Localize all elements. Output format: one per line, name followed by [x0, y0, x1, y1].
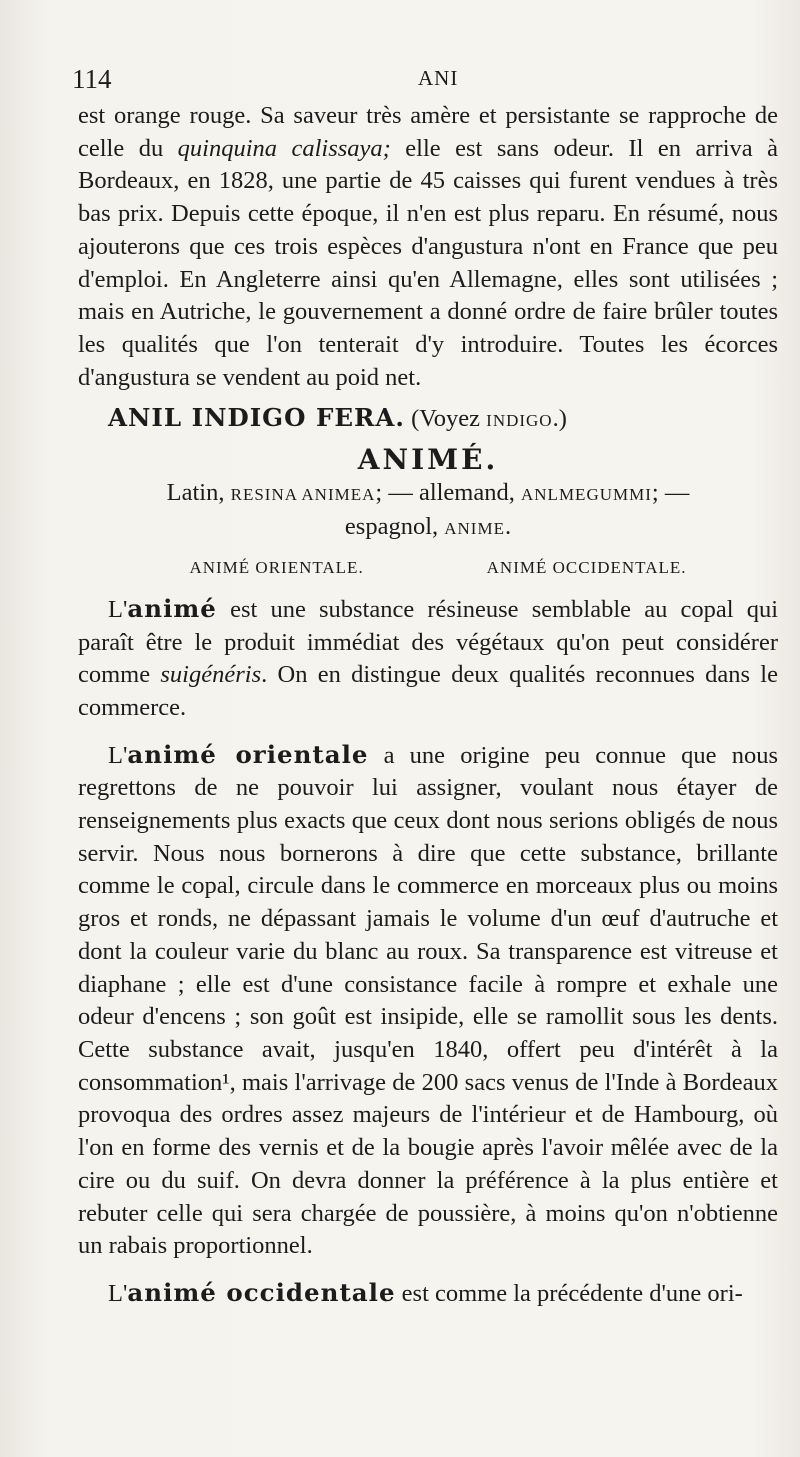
- subtype-oriental: ANIMÉ ORIENTALE.: [189, 558, 364, 578]
- continuation-paragraph: est orange rouge. Sa saveur très amère et persistante se rapproche de celle du quinquina calissaya; elle est sans odeur. Il en arriva à Bordeaux, en 1828, une partie de 45 caisses qui furent vendues à très bas prix. Depuis cette époque, il n'en est plus reparu. En résumé, nous ajouterons que ces trois espèces d'angustura n'ont en France que peu d'emploi. En Angleterre ainsi qu'en Allemagne, elles sont utilisées ; mais en Autriche, le gouvernement a donné ordre de faire brûler toutes les qualités que l'on tenterait d'y introduire. Toutes les écorces d'angustura se vendent au poid net.: [78, 102, 778, 391]
- anil-heading: ANIL INDIGO FERA.: [108, 403, 405, 433]
- cross-reference: INDIGO: [486, 411, 553, 431]
- spanish-name: ANIME: [444, 519, 505, 539]
- entry-title: ANIMÉ.: [357, 443, 499, 477]
- body-text: [78, 100, 778, 1311]
- subtype-occidental: ANIMÉ OCCIDENTALE.: [486, 558, 687, 578]
- italic-term: quinquina calissaya;: [177, 134, 391, 162]
- occidental-paragraph: L'animé occidentale est comme la précédente d'une ori-: [108, 1277, 743, 1307]
- synonyms-line: Latin, RESINA ANIMEA; — allemand, ANLMEGUMMI; —: [166, 478, 690, 506]
- anil-entry: ANIL INDIGO FERA. (Voyez INDIGO.): [108, 403, 567, 433]
- page-number: 114: [72, 64, 112, 94]
- term-oriental: animé orientale: [127, 739, 369, 769]
- synonyms-line-2: espagnol, ANIME.: [344, 513, 512, 541]
- latin-name: RESINA ANIMEA: [230, 484, 376, 504]
- term-anime: animé: [127, 593, 217, 623]
- subtypes-row: [128, 552, 748, 585]
- running-head: ANI: [418, 66, 459, 90]
- italic-suigeneris: suigénéris: [160, 661, 262, 689]
- oriental-paragraph: L'animé orientale a une origine peu connue que nous regrettons de ne pouvoir lui assigner, voulant nous étayer de renseignements plus exacts que ceux dont nous serions obligés de nous servir. Nous nous bornerons à dire que cette substance, brillante comme le copal, circule dans le commerce en morceaux plus ou moins gros et ronds, ne dépassant jamais le volume d'un œuf d'autruche et dont la couleur varie du blanc au roux. Sa transparence est vitreuse et diaphane ; elle est d'une consistance facile à rompre et exhale une odeur d'encens ; son goût est insipide, elle se ramollit sous les dents. Cette substance avait, jusqu'en 1840, offert peu d'intérêt à la consommation¹, mais l'arrivage de 200 sacs venus de l'Inde à Bordeaux provoqua des ordres assez majeurs de l'intérieur et de Hambourg, où l'on en forme des vernis et de la bougie après l'avoir mêlée avec de la cire ou du suif. On devra donner la préférence à la plus entière et rebuter celle qui sera chargée de poussière, à moins qu'on n'obtienne un rabais proportionnel.: [78, 739, 778, 1260]
- german-name: ANLMEGUMMI: [521, 484, 652, 504]
- intro-paragraph: L'animé est une substance résineuse semblable au copal qui paraît être le produit immédiat des végétaux qu'on peut considérer comme suigénéris. On en distingue deux qualités reconnues dans le commerce.: [78, 593, 778, 721]
- page-header: [72, 64, 728, 96]
- term-occidental: animé occidentale: [127, 1277, 396, 1307]
